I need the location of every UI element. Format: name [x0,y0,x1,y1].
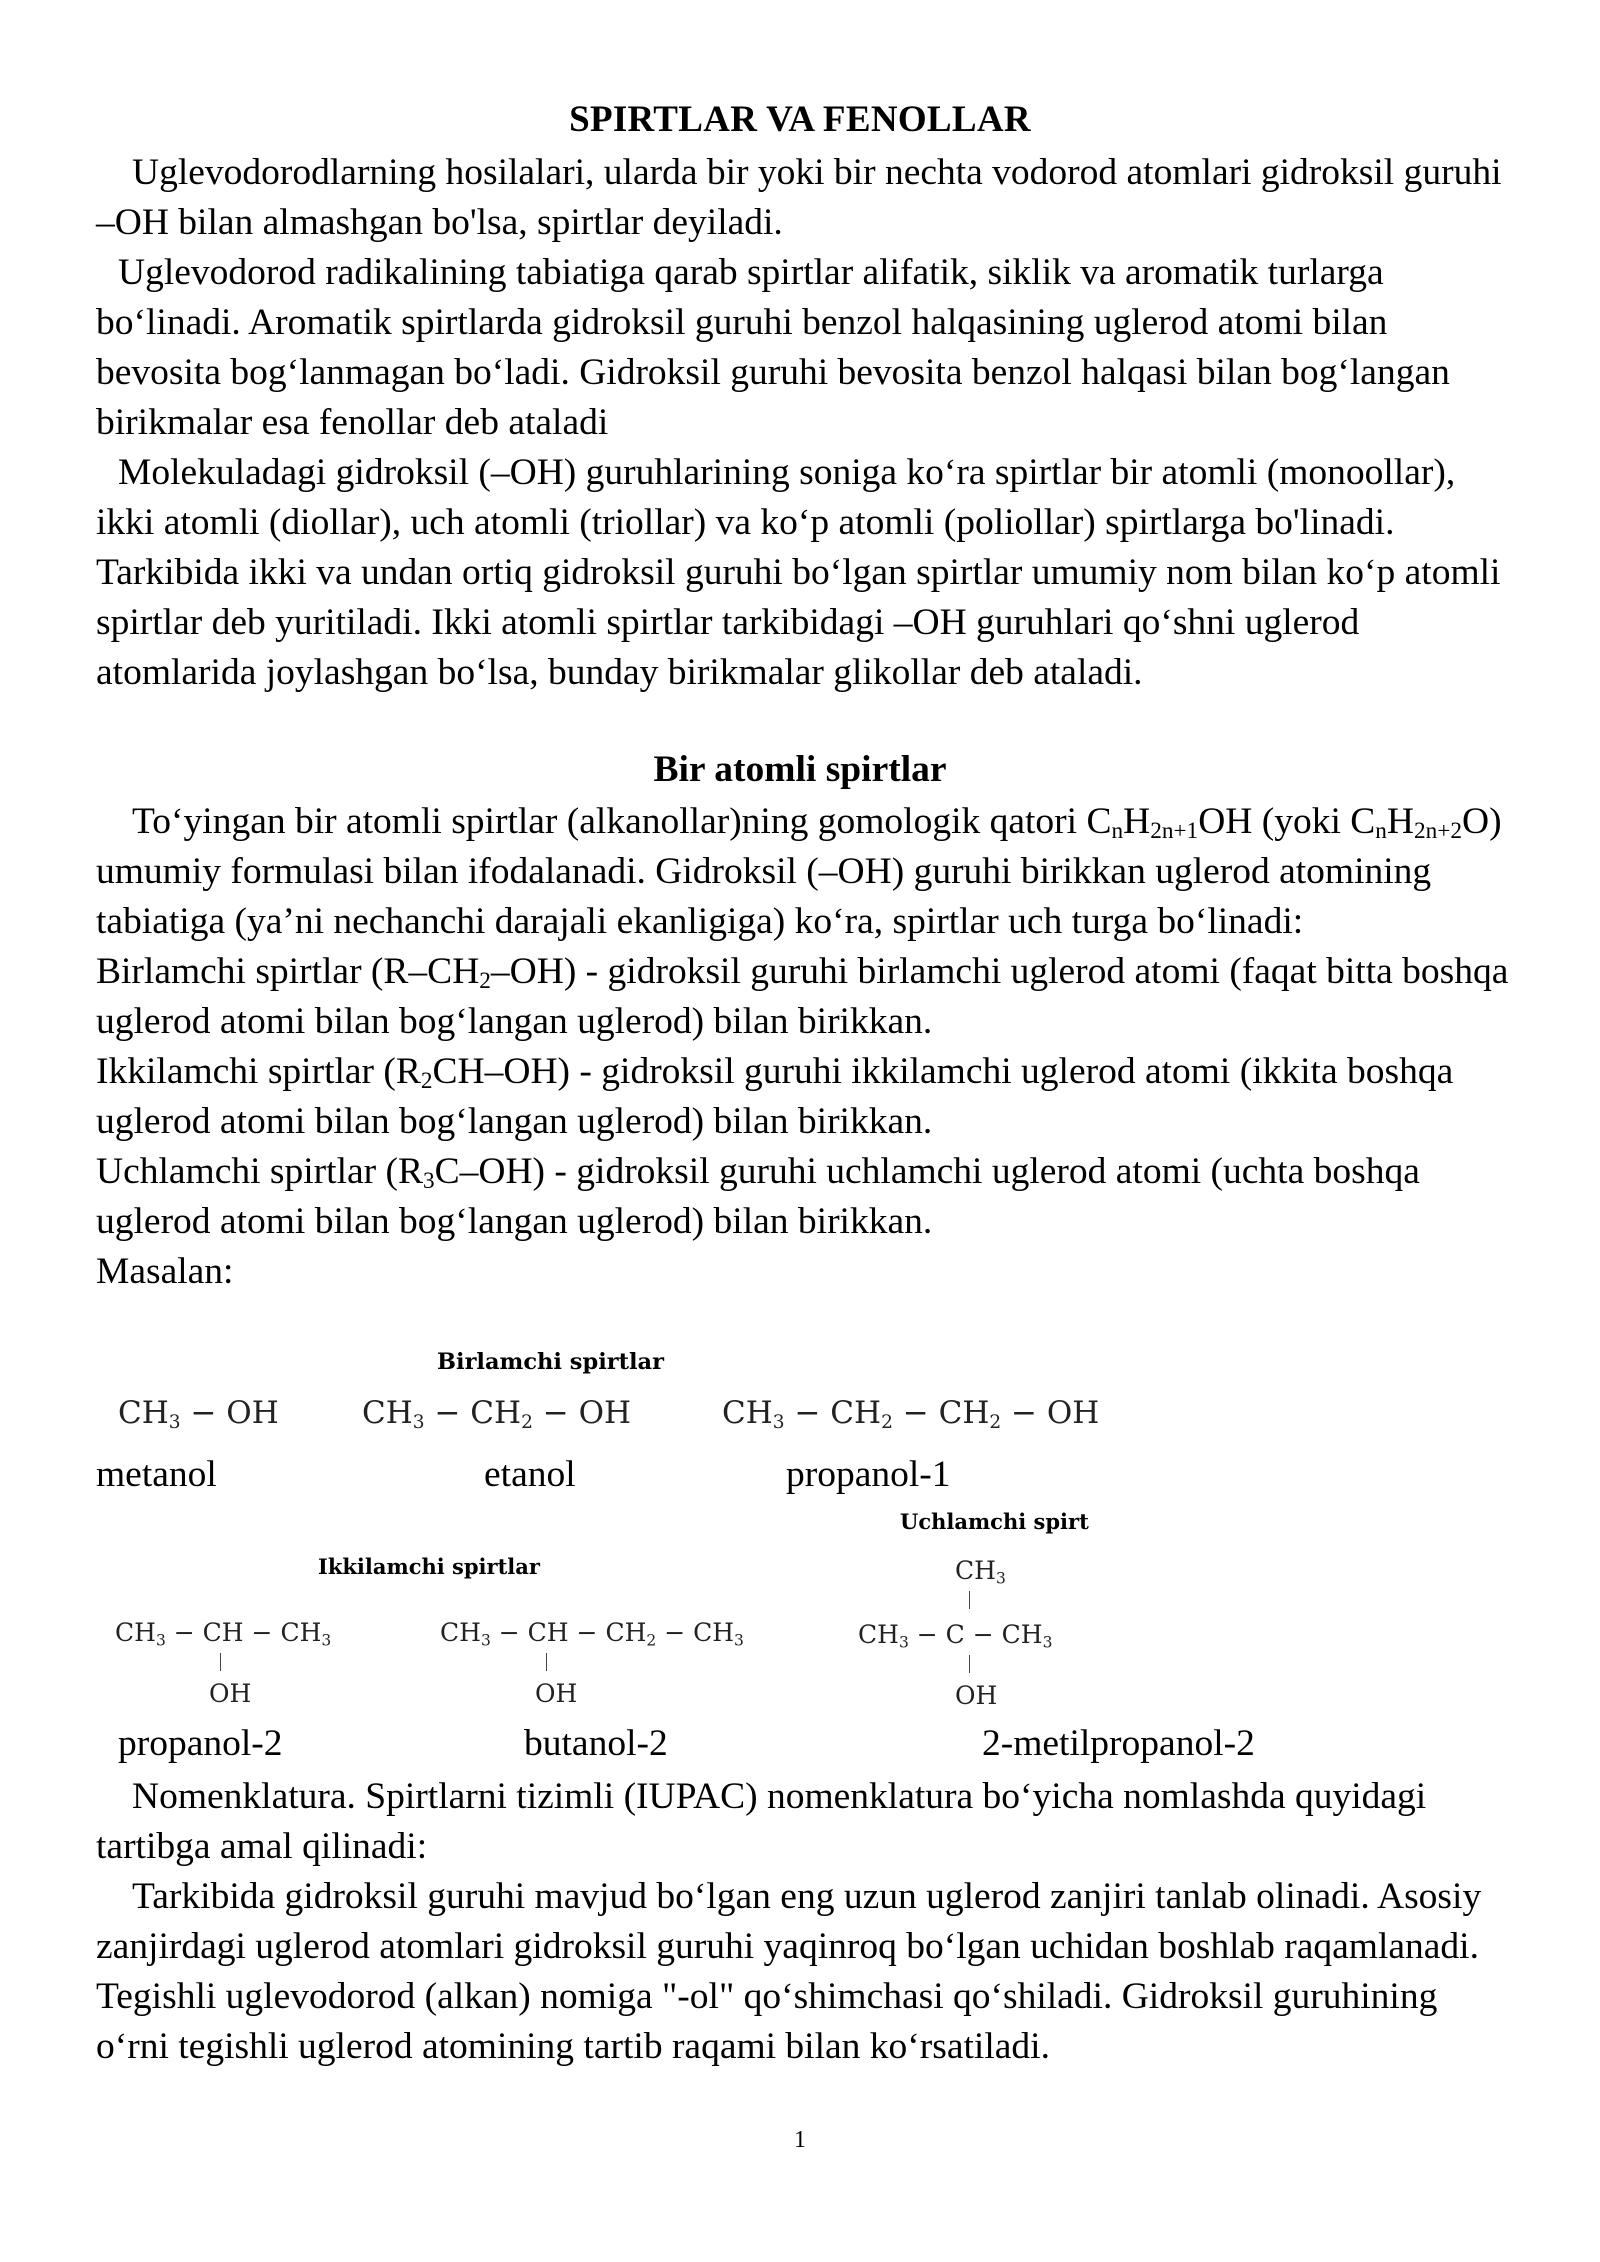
ch3-top-metilpropanol-2: $CH_3$ [955,1556,1006,1588]
formula-propanol-1: $CH_3 - CH_2 - CH_2$ − OH [722,1395,1100,1434]
section-paragraph-tertiary: Uchlamchi spirtlar $(R_3C-OH)$ - gidroksil guruhi uchlamchi uglerod atomi (uchta boshqa uglerod atomi bilan bog‘langan uglerod) bilan birikkan. [96,1151,1420,1242]
tertiary-alcohol-label: Uchlamchi spirt [900,1509,1089,1534]
formula-butanol-2: $CH_3$ − CH − $CH_2 - CH_3$ [440,1618,744,1650]
tail-paragraph-1: Nomenklatura. Spirtlarni tizimli (IUPAC) nomenklatura bo‘yicha nomlashda quyidagi tartibga amal qilinadi: [96,1776,1427,1867]
oh-butanol-2: OH [535,1679,578,1708]
tail-block [96,1772,1516,2072]
bond-top-metilpropanol-2 [969,1591,970,1609]
name-propanol-2: propanol-2 [118,1723,283,1764]
name-ethanol: etanol [484,1454,576,1495]
formula-propanol-2: $CH_3$ − CH − $CH_3$ [115,1618,332,1650]
formula-metilpropanol-2: $CH_3 - C - CH_3$ [858,1620,1053,1652]
page-number: 1 [794,2127,806,2153]
section-title: Bir atomli spirtlar [653,749,947,790]
bond-bottom-metilpropanol-2 [969,1655,970,1673]
section-paragraph-primary: Birlamchi spirtlar $(R-CH_2-OH)$ - gidroksil guruhi birlamchi uglerod atomi (faqat bitta boshqa uglerod atomi bilan bog‘langan uglerod) bilan birikkan. [96,951,1509,1042]
name-methanol: metanol [96,1454,217,1495]
intro-block [96,148,1516,698]
section-paragraph-secondary: Ikkilamchi spirtlar $(R_2CH-OH)$ - gidroksil guruhi ikkilamchi uglerod atomi (ikkita boshqa uglerod atomi bilan bog‘langan uglerod) bilan birikkan. [96,1051,1454,1142]
formula-methanol: $CH_3$ − OH [118,1395,279,1434]
section-paragraph-1: To‘yingan bir atomli spirtlar (alkanollar)ning gomologik qatori $C_nH_{2n+1}OH$ (yoki $C_nH_{2n+2}O$) umumiy formulasi bilan ifodalanadi. Gidroksil (–OH) guruhi birikkan uglerod atomining tabiatiga (ya’ni nechanchi darajali ekanligiga) ko‘ra, spirtlar uch turga bo‘linadi: [96,801,1502,942]
intro-paragraph-2: Uglevodorod radikalining tabiatiga qarab spirtlar alifatik, siklik va aromatik turlarga bo‘linadi. Aromatik spirtlarda gidroksil guruhi benzol halqasining uglerod atomi bilan bevosita bog‘lanmagan bo‘ladi. Gidroksil guruhi bevosita benzol halqasi bilan bog‘langan birikmalar esa fenollar deb ataladi [96,252,1450,443]
section-block [96,797,1516,1297]
formula-ethanol: $CH_3 - CH_2$ − OH [362,1395,632,1434]
name-metilpropanol-2: 2-metilpropanol-2 [982,1723,1255,1764]
tail-paragraph-2: Tarkibida gidroksil guruhi mavjud bo‘lgan eng uzun uglerod zanjiri tanlab olinadi. Asosiy zanjirdagi uglerod atomlari gidroksil guruhi yaqinroq bo‘lgan uchidan boshlab raqamlanadi. Tegishli uglevodorod (alkan) nomiga "-ol" qo‘shimchasi qo‘shiladi. Gidroksil guruhining o‘rni tegishli uglerod atomining tartib raqami bilan ko‘rsatiladi. [96,1876,1482,2067]
primary-alcohols-label: Birlamchi spirtlar [437,1349,664,1375]
bond-butanol-2 [546,1653,547,1671]
secondary-alcohols-label: Ikkilamchi spirtlar [318,1554,540,1579]
document-title: SPIRTLAR VA FENOLLAR [569,99,1031,140]
intro-paragraph-3: Molekuladagi gidroksil (–OH) guruhlarining soniga ko‘ra spirtlar bir atomli (monoollar), ikki atomli (diollar), uch atomli (triollar) va ko‘p atomli (poliollar) spirtlarga bo'linadi. Tarkibida ikki va undan ortiq gidroksil guruhi bo‘lgan spirtlar umumiy nom bilan ko‘p atomli spirtlar deb yuritiladi. Ikki atomli spirtlar tarkibidagi –OH guruhlari qo‘shni uglerod atomlarida joylashgan bo‘lsa, bunday birikmalar glikollar deb ataladi. [96,452,1501,693]
name-butanol-2: butanol-2 [524,1723,668,1764]
intro-paragraph-1: Uglevodorodlarning hosilalari, ularda bir yoki bir nechta vodorod atomlari gidroksil guruhi –OH bilan almashgan bo'lsa, spirtlar deyiladi. [96,152,1502,243]
oh-propanol-2: OH [209,1679,252,1708]
name-propanol-1: propanol-1 [786,1454,951,1495]
bond-propanol-2 [220,1653,221,1671]
section-paragraph-example: Masalan: [96,1251,234,1292]
oh-metilpropanol-2: OH [955,1681,998,1710]
